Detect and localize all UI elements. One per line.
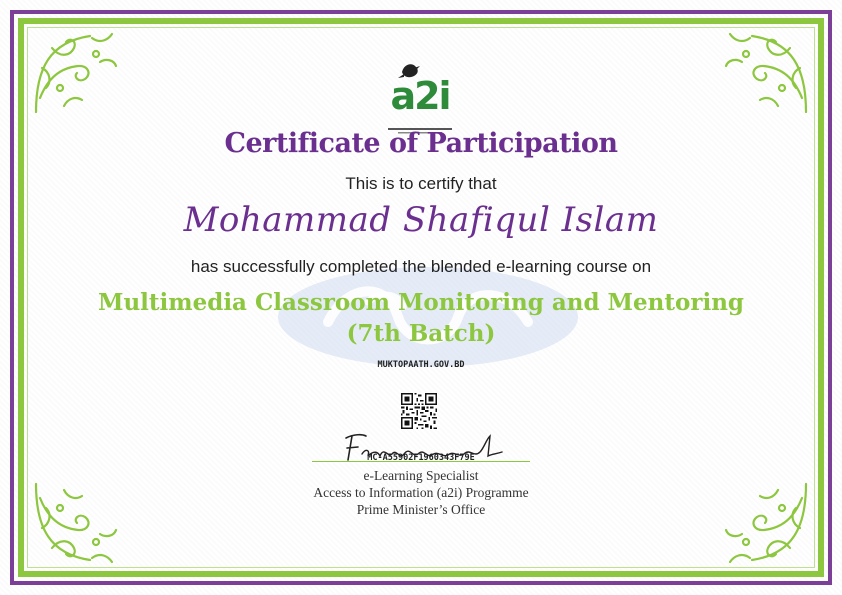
course-name: Multimedia Classroom Monitoring and Mentoring (7th Batch) [97, 289, 744, 347]
corner-ornament-top-left [30, 28, 120, 118]
certify-line: This is to certify that [345, 174, 497, 193]
corner-ornament-top-right [722, 28, 812, 118]
logo-wordmark: a2i [390, 74, 450, 118]
certificate-id: MC-A55902F1960343F79E [367, 453, 475, 463]
signatory-office: Prime Minister’s Office [356, 502, 486, 517]
a2i-logo [380, 58, 460, 136]
recipient-name: Mohammad Shafiqul Islam [183, 200, 659, 240]
signatory-organization: Access to Information (a2i) Programme [313, 485, 529, 500]
completion-line: has successfully completed the blended e-learning course on [190, 257, 652, 276]
qr-code-icon [401, 393, 437, 429]
a2i-logo-text [380, 72, 460, 120]
website-label: MUKTOPAATH.GOV.BD [377, 360, 465, 370]
signatory-role: e-Learning Specialist [363, 468, 479, 483]
certificate-title: Certificate of Participation [224, 128, 618, 159]
